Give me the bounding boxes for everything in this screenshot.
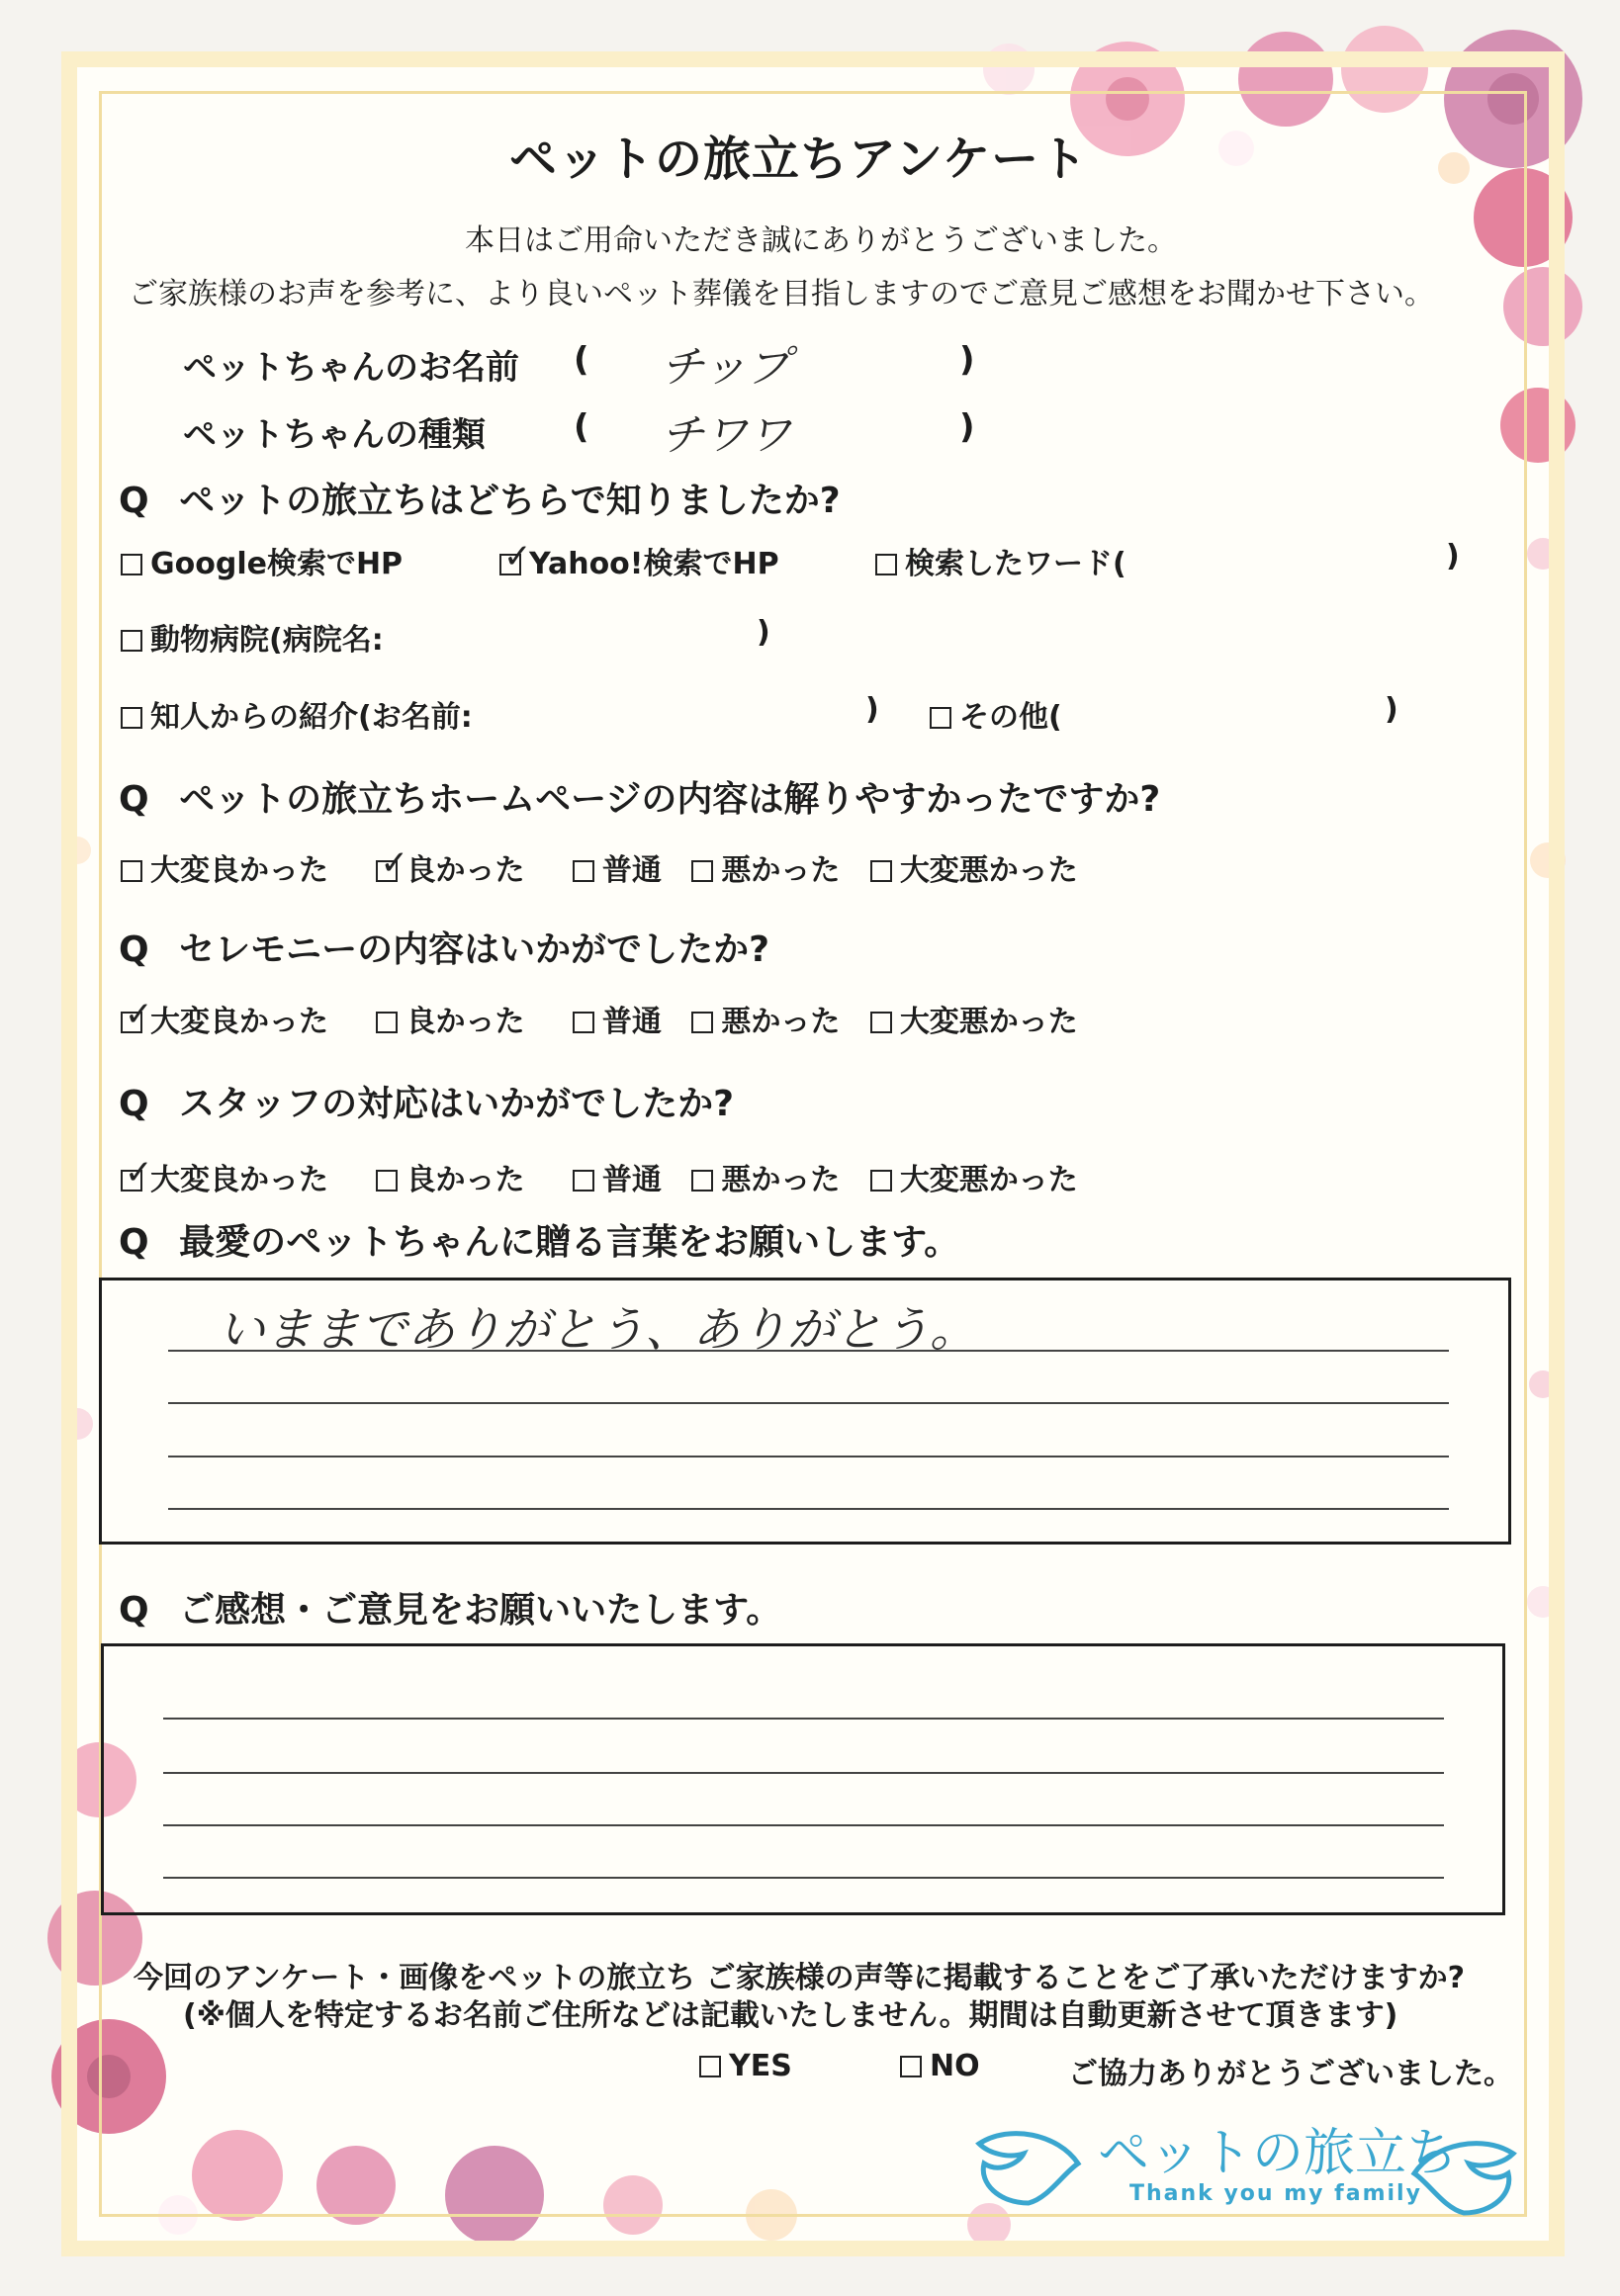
left-wing-shape [979, 2134, 1078, 2203]
q4-checkbox-bad[interactable] [691, 1170, 713, 1192]
checkmark-icon: ✓ [380, 843, 408, 883]
q2-checkbox-good[interactable] [376, 843, 408, 883]
hospital-close-paren: ) [757, 615, 770, 650]
pet-name-label: ペットちゃんのお名前 [183, 348, 519, 388]
q3-options [121, 997, 1078, 1040]
message-line-1 [168, 1350, 1449, 1352]
option-yahoo-label: Yahoo!検索でHP [529, 547, 779, 581]
q6-prefix: Q [119, 1590, 149, 1631]
q1-question [119, 473, 841, 523]
checkbox-hospital[interactable] [121, 630, 142, 652]
consent-line-1: 今回のアンケート・画像をペットの旅立ち ご家族様の声等に掲載することをご了承いただけますか? [134, 1961, 1466, 1995]
checkbox-no[interactable] [900, 2056, 922, 2077]
q1-option-hospital[interactable] [121, 615, 384, 659]
q3-checkbox-good[interactable] [376, 1012, 398, 1033]
q3-checkbox-bad[interactable] [691, 1012, 713, 1033]
q4-checkbox-normal[interactable] [573, 1170, 594, 1192]
q3-question [119, 922, 769, 972]
option-other-label: その他( [959, 700, 1062, 735]
checkbox-yes[interactable] [699, 2056, 721, 2077]
pet-name-close-paren: ) [959, 340, 975, 380]
feedback-box[interactable] [101, 1643, 1505, 1915]
message-line-4 [168, 1508, 1449, 1510]
friend-close-paren: ) [865, 692, 879, 727]
q4-checkbox-good[interactable] [376, 1170, 398, 1192]
q4-checkbox-very-bad[interactable] [870, 1170, 892, 1192]
q1-option-google[interactable] [121, 539, 403, 582]
q1-option-search-word[interactable] [875, 539, 1126, 582]
pet-type-open-paren: ( [574, 407, 589, 447]
q6-text: ご感想・ご意見をお願いいたします。 [179, 1590, 782, 1631]
q3-text: セレモニーの内容はいかがでしたか? [179, 929, 770, 970]
q3-label-very-bad: 大変悪かった [899, 1005, 1078, 1039]
q2-checkbox-normal[interactable] [573, 860, 594, 882]
q1-option-other[interactable] [930, 692, 1062, 736]
checkbox-friend[interactable] [121, 707, 142, 729]
intro-line-1: 本日はご用命いただき誠にありがとうございました。 [465, 223, 1177, 258]
q5-question [119, 1214, 959, 1265]
checkmark-icon: ✓ [125, 995, 153, 1034]
consent-no-option[interactable] [900, 2049, 980, 2083]
q2-label-very-good: 大変良かった [150, 853, 328, 888]
feedback-line-3 [163, 1824, 1444, 1826]
consent-no-label: NO [930, 2049, 980, 2083]
q3-checkbox-normal[interactable] [573, 1012, 594, 1033]
q1-option-friend[interactable] [121, 692, 473, 736]
consent-yes-label: YES [729, 2049, 792, 2083]
intro-line-2: ご家族様のお声を参考に、より良いペット葬儀を目指しますのでご意見ご感想をお聞かせ下さい。 [129, 277, 1434, 311]
q4-checkbox-very-good[interactable] [121, 1153, 153, 1192]
option-google-label: Google検索でHP [150, 547, 404, 581]
q3-label-bad: 悪かった [721, 1005, 841, 1039]
q3-label-good: 良かった [405, 1005, 525, 1039]
checkbox-search-word[interactable] [875, 554, 897, 575]
q2-checkbox-very-good[interactable] [121, 860, 142, 882]
q2-question [119, 771, 1160, 822]
consent-yes-option[interactable] [699, 2049, 792, 2083]
logo-name: ペットの旅立ち [1098, 2124, 1459, 2183]
checkbox-google[interactable] [121, 554, 142, 575]
consent-thanks: ご協力ありがとうございました。 [1068, 2057, 1513, 2091]
message-line-2 [168, 1402, 1449, 1404]
logo-tagline: Thank you my family [1129, 2181, 1422, 2206]
q5-prefix: Q [119, 1222, 149, 1263]
q4-label-very-good: 大変良かった [150, 1163, 328, 1197]
q4-label-very-bad: 大変悪かった [899, 1163, 1078, 1197]
q2-label-good: 良かった [405, 853, 525, 888]
q2-options [121, 845, 1078, 889]
checkmark-icon: ✓ [125, 1153, 153, 1192]
q2-prefix: Q [119, 779, 149, 820]
q3-checkbox-very-bad[interactable] [870, 1012, 892, 1033]
q4-label-normal: 普通 [601, 1163, 662, 1197]
feedback-line-2 [163, 1772, 1444, 1774]
message-answer[interactable]: いままでありがとう、ありがとう。 [218, 1302, 978, 1358]
option-friend-label: 知人からの紹介(お名前: [150, 700, 473, 735]
q4-label-good: 良かった [405, 1163, 525, 1197]
other-close-paren: ) [1385, 692, 1398, 727]
option-search-word-label: 検索したワード( [905, 547, 1126, 581]
pet-name-open-paren: ( [574, 340, 589, 380]
pet-name-value[interactable]: チップ [661, 342, 790, 393]
pet-type-label: ペットちゃんの種類 [183, 415, 486, 455]
q3-label-normal: 普通 [601, 1005, 662, 1039]
q2-text: ペットの旅立ちホームページの内容は解りやすかったですか? [179, 779, 1161, 820]
pet-type-value[interactable]: チワワ [661, 410, 791, 461]
consent-line-2: (※個人を特定するお名前ご住所などは記載いたしません。期間は自動更新させて頂きます) [183, 1998, 1398, 2033]
option-hospital-label: 動物病院(病院名: [150, 623, 384, 658]
q4-text: スタッフの対応はいかがでしたか? [179, 1084, 735, 1124]
q1-prefix: Q [119, 481, 149, 521]
search-word-close-paren: ) [1446, 539, 1460, 574]
q3-label-very-good: 大変良かった [150, 1005, 328, 1039]
q1-option-yahoo[interactable] [499, 539, 779, 582]
q2-checkbox-very-bad[interactable] [870, 860, 892, 882]
survey-title: ペットの旅立ちアンケート [509, 132, 1089, 187]
q6-question [119, 1582, 781, 1633]
q3-checkbox-very-good[interactable] [121, 995, 153, 1034]
q4-label-bad: 悪かった [721, 1163, 841, 1197]
checkbox-other[interactable] [930, 707, 951, 729]
checkbox-yahoo[interactable] [499, 537, 532, 576]
feedback-line-1 [163, 1718, 1444, 1720]
q2-label-normal: 普通 [601, 853, 662, 888]
checkmark-icon: ✓ [503, 537, 532, 576]
pet-type-close-paren: ) [959, 407, 975, 447]
q2-label-very-bad: 大変悪かった [899, 853, 1078, 888]
q2-label-bad: 悪かった [721, 853, 841, 888]
q4-options [121, 1155, 1078, 1198]
q3-prefix: Q [119, 929, 149, 970]
q2-checkbox-bad[interactable] [691, 860, 713, 882]
q1-text: ペットの旅立ちはどちらで知りましたか? [179, 481, 841, 521]
message-line-3 [168, 1456, 1449, 1457]
q4-prefix: Q [119, 1084, 149, 1124]
q5-text: 最愛のペットちゃんに贈る言葉をお願いします。 [179, 1222, 960, 1263]
q4-question [119, 1076, 734, 1126]
feedback-line-4 [163, 1877, 1444, 1879]
